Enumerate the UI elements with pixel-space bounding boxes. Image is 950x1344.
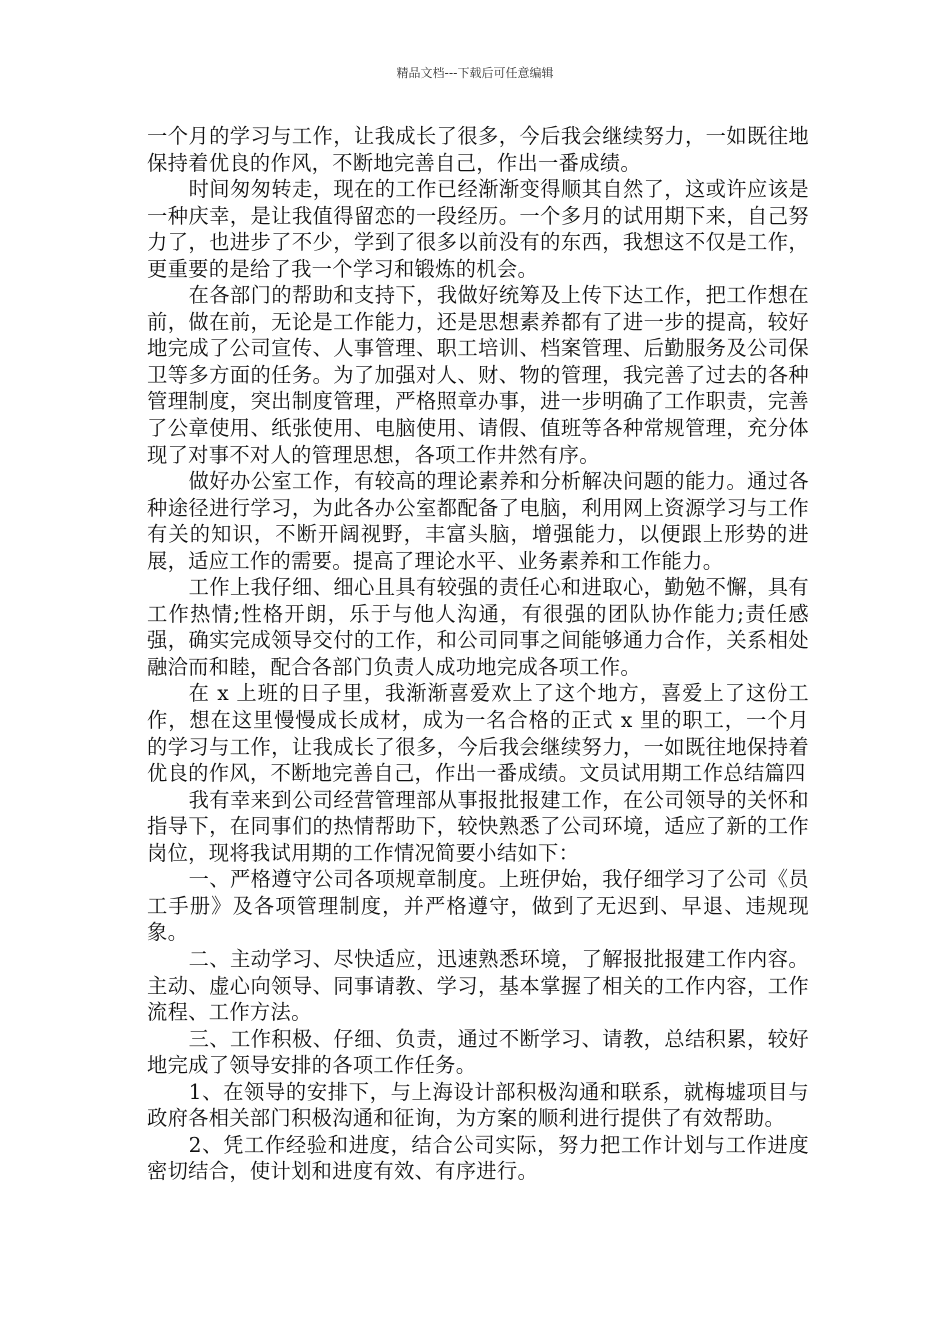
paragraph-6: 在 x 上班的日子里，我渐渐喜爱欢上了这个地方，喜爱上了这份工作，想在这里慢慢成长成材，成为一名合格的正式 x 里的职工，一个月的学习与工作，让我成长了很多，今后我会继续努力，一如既往地保持着优良的作风，不断地完善自己，作出一番成绩。文员试用期工作总结篇四 xyxy=(147,681,809,786)
paragraph-9: 二、主动学习、尽快适应，迅速熟悉环境，了解报批报建工作内容。主动、虚心向领导、同事请教、学习，基本掌握了相关的工作内容，工作流程、工作方法。 xyxy=(147,946,809,1025)
paragraph-4: 做好办公室工作，有较高的理论素养和分析解决问题的能力。通过各种途径进行学习，为此各办公室都配备了电脑，利用网上资源学习与工作有关的知识，不断开阔视野，丰富头脑，增强能力，以便跟上形势的进展，适应工作的需要。提高了理论水平、业务素养和工作能力。 xyxy=(147,469,809,573)
paragraph-11: 1、在领导的安排下，与上海设计部积极沟通和联系，就梅墟项目与政府各相关部门积极沟通和征询，为方案的顺利进行提供了有效帮助。 xyxy=(147,1079,809,1131)
paragraph-7: 我有幸来到公司经营管理部从事报批报建工作，在公司领导的关怀和指导下，在同事们的热情帮助下，较快熟悉了公司环境，适应了新的工作岗位，现将我试用期的工作情况简要小结如下： xyxy=(147,787,809,865)
paragraph-3: 在各部门的帮助和支持下，我做好统筹及上传下达工作，把工作想在前，做在前，无论是工作能力，还是思想素养都有了进一步的提高，较好地完成了公司宣传、人事管理、职工培训、档案管理、后勤服务及公司保卫等多方面的任务。为了加强对人、财、物的管理，我完善了过去的各种管理制度，突出制度管理，严格照章办事，进一步明确了工作职责，完善了公章使用、纸张使用、电脑使用、请假、值班等各种常规管理，充分体现了对事不对人的管理思想，各项工作井然有序。 xyxy=(147,283,809,467)
paragraph-2: 时间匆匆转走，现在的工作已经渐渐变得顺其自然了，这或许应该是一种庆幸，是让我值得留恋的一段经历。一个多月的试用期下来，自己努力了，也进步了不少，学到了很多以前没有的东西，我想这不仅是工作，更重要的是给了我一个学习和锻炼的机会。 xyxy=(147,177,809,281)
paragraph-12: 2、凭工作经验和进度，结合公司实际，努力把工作计划与工作进度密切结合，使计划和进度有效、有序进行。 xyxy=(147,1132,809,1184)
paragraph-1: 一个月的学习与工作，让我成长了很多，今后我会继续努力，一如既往地保持着优良的作风，不断地完善自己，作出一番成绩。 xyxy=(147,124,809,175)
paragraph-10: 三、工作积极、仔细、负责，通过不断学习、请教，总结积累，较好地完成了领导安排的各项工作任务。 xyxy=(147,1026,809,1078)
paragraph-8: 一、严格遵守公司各项规章制度。上班伊始，我仔细学习了公司《员工手册》及各项管理制度，并严格遵守，做到了无迟到、早退、违规现象。 xyxy=(147,867,809,945)
paragraph-5: 工作上我仔细、细心且具有较强的责任心和进取心，勤勉不懈，具有工作热情;性格开朗，乐于与他人沟通，有很强的团队协作能力;责任感强，确实完成领导交付的工作，和公司同事之间能够通力合作，关系相处融洽而和睦，配合各部门负责人成功地完成各项工作。 xyxy=(147,575,809,679)
page-header: 精品文档---下载后可任意编辑 xyxy=(396,66,554,80)
document-body xyxy=(147,123,809,1185)
